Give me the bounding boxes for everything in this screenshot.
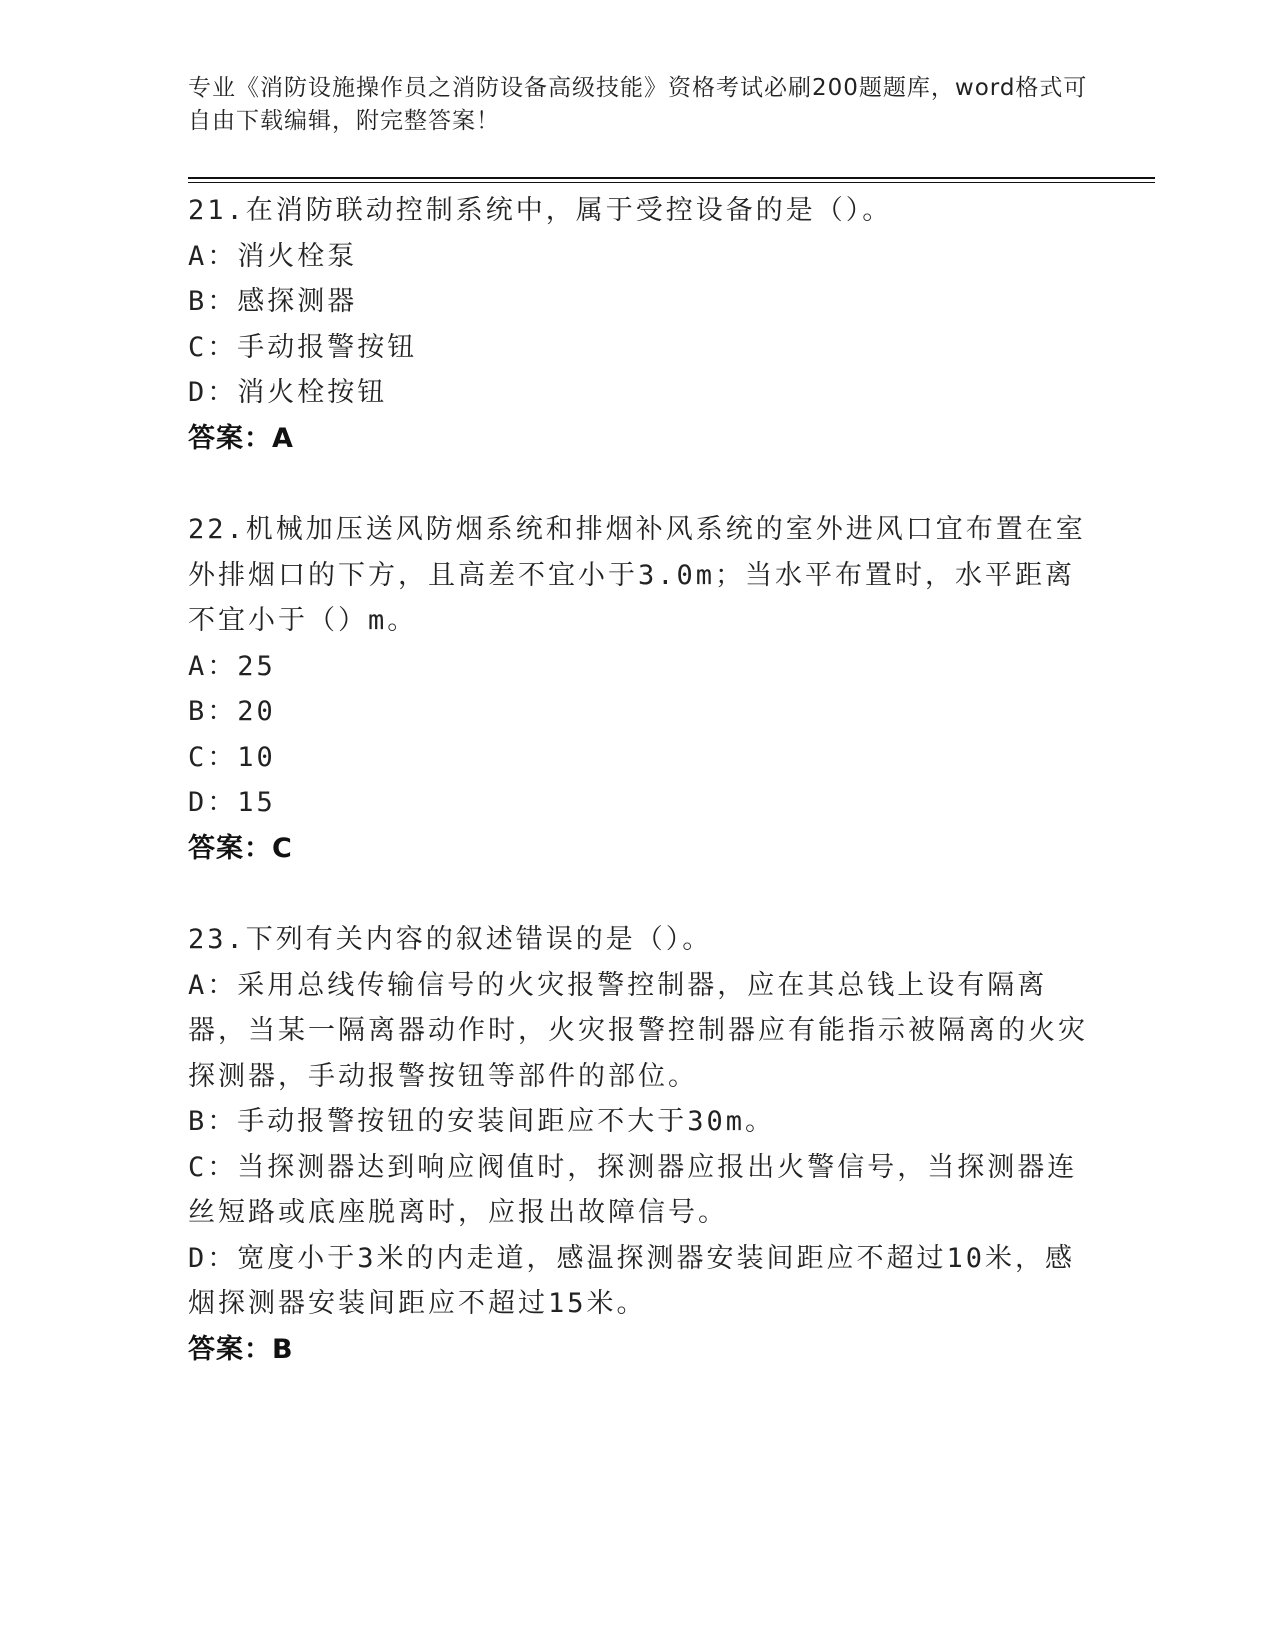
answer-key: 答案：C (188, 832, 293, 864)
header-divider-thick (188, 177, 1155, 179)
header-divider-thin (188, 182, 1155, 183)
option-b: B：手动报警按钮的安装间距应不大于30m。 (188, 1106, 776, 1137)
question-list (188, 188, 1088, 1372)
question-stem: 21.在消防联动控制系统中，属于受控设备的是（）。 (188, 195, 893, 226)
question-22 (188, 507, 1088, 871)
question-23 (188, 917, 1088, 1372)
question-21 (188, 188, 1088, 461)
option-d: D：宽度小于3米的内走道，感温探测器安装间距应不超过10米，感烟探测器安装间距应不超过15米。 (188, 1242, 1076, 1319)
answer-key: 答案：B (188, 1333, 294, 1365)
option-c: C：10 (188, 741, 276, 773)
answer-key: 答案：A (188, 422, 294, 454)
question-stem: 23.下列有关内容的叙述错误的是（）。 (188, 924, 713, 955)
option-d: D：15 (188, 787, 276, 818)
option-b: B：感探测器 (188, 286, 358, 317)
option-d: D：消火栓按钮 (188, 377, 388, 408)
option-b: B：20 (188, 696, 276, 727)
option-a: A：消火栓泵 (188, 240, 358, 272)
question-stem: 22.机械加压送风防烟系统和排烟补风系统的室外进风口宜布置在室外排烟口的下方，且高差不宜小于3.0m；当水平布置时，水平距离不宜小于（）m。 (188, 514, 1086, 636)
option-c: C：当探测器达到响应阀值时，探测器应报出火警信号，当探测器连丝短路或底座脱离时，应报出故障信号。 (188, 1151, 1078, 1228)
option-a: A：25 (188, 650, 276, 682)
option-c: C：手动报警按钮 (188, 331, 418, 363)
option-a: A：采用总线传输信号的火灾报警控制器，应在其总钱上设有隔离器，当某一隔离器动作时，火灾报警控制器应有能指示被隔离的火灾探测器，手动报警按钮等部件的部位。 (188, 969, 1088, 1092)
document-header: 专业《消防设施操作员之消防设备高级技能》资格考试必刷200题题库，word格式可自由下载编辑，附完整答案！ (188, 75, 1088, 134)
